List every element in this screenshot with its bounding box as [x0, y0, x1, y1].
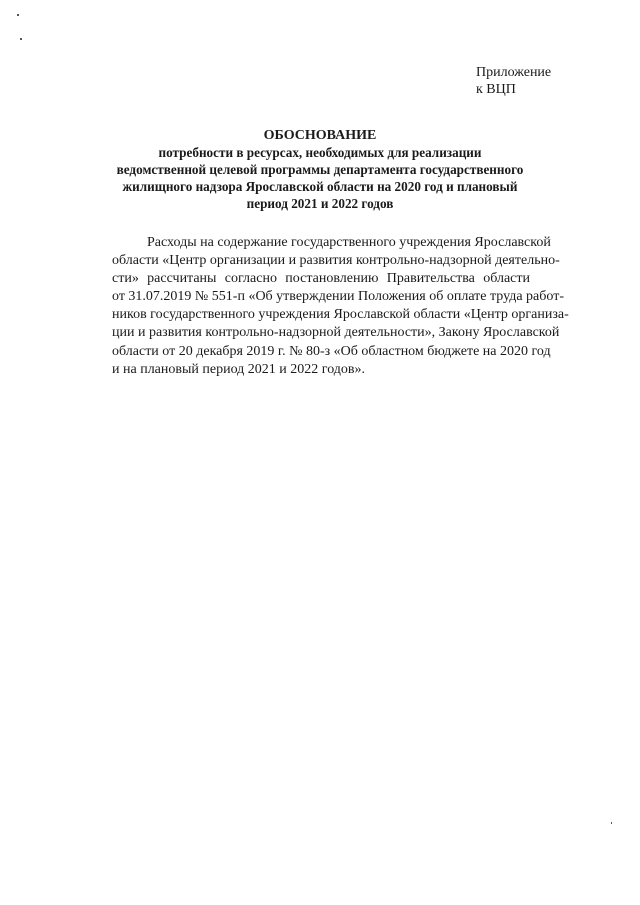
justification-paragraph	[112, 234, 569, 379]
annex-reference: к ВЦП	[476, 82, 516, 97]
paragraph-line: области «Центр организации и развития контрольно-надзорной деятельно-	[112, 253, 560, 269]
document-heading	[110, 127, 530, 212]
document-title: ОБОСНОВАНИЕ	[263, 128, 377, 143]
heading-line: потребности в ресурсах, необходимых для реализации	[158, 145, 482, 160]
heading-line: период 2021 и 2022 годов	[246, 196, 394, 211]
annex-note	[476, 64, 551, 98]
paragraph-line: от 31.07.2019 № 551-п «Об утверждении Положения об оплате труда работ-	[112, 289, 564, 305]
scan-mark	[611, 822, 612, 824]
scan-mark	[20, 38, 22, 40]
paragraph-line: сти» рассчитаны согласно постановлению Правительства области	[112, 271, 530, 287]
scan-mark	[17, 14, 19, 16]
paragraph-line: ции и развития контрольно-надзорной деятельности», Закону Ярославской	[112, 325, 560, 341]
heading-line: жилищного надзора Ярославской области на 2020 год и плановый	[122, 179, 518, 194]
paragraph-line: Расходы на содержание государственного учреждения Ярославской	[147, 235, 551, 250]
heading-line: ведомственной целевой программы департамента государственного	[116, 162, 524, 177]
paragraph-line: ников государственного учреждения Ярославской области «Центр организа-	[112, 307, 569, 323]
paragraph-line: области от 20 декабря 2019 г. № 80-з «Об областном бюджете на 2020 год	[112, 343, 551, 359]
annex-label: Приложение	[476, 65, 552, 80]
paragraph-line: и на плановый период 2021 и 2022 годов».	[112, 361, 366, 377]
